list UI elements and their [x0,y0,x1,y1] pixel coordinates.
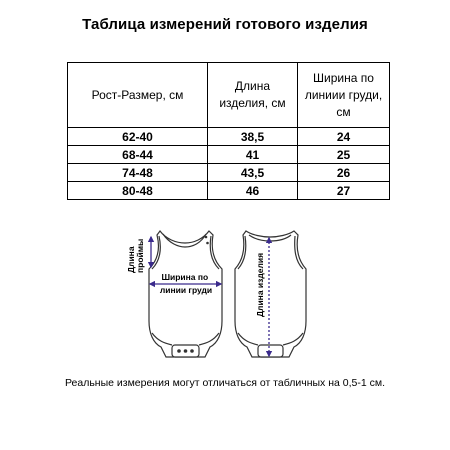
cell-chest-width: 26 [298,164,390,182]
table-row [68,146,390,164]
cell-length: 38,5 [208,128,298,146]
header-chest-width: Ширина по линиии груди, см [298,63,390,128]
size-table [67,62,390,200]
bodysuit-diagram-svg [0,225,450,370]
shoulder-snap [206,242,209,245]
snap-button [177,349,181,353]
armhole-label: Длина проймы [126,238,145,273]
bodysuit-back-view [235,231,306,357]
chest-width-label: Ширина по линии груди [159,272,213,295]
page-title: Таблица измерений готового изделия [82,16,368,33]
table-header-row [68,63,390,128]
cell-length: 46 [208,182,298,200]
cell-size: 80-48 [68,182,208,200]
cell-chest-width: 25 [298,146,390,164]
cell-chest-width: 27 [298,182,390,200]
cell-size: 68-44 [68,146,208,164]
cell-chest-width: 24 [298,128,390,146]
snap-button [190,349,194,353]
cell-size: 74-48 [68,164,208,182]
cell-length: 43,5 [208,164,298,182]
header-length: Длина изделия, см [208,63,298,128]
disclaimer-note: Реальные измерения могут отличаться от табличных на 0,5-1 см. [64,377,386,389]
measurement-diagram [0,225,450,370]
header-size: Рост-Размер, см [68,63,208,128]
back-crotch-flap [258,345,283,357]
length-label: Длина изделия [255,252,265,317]
shoulder-snap [205,236,208,239]
table-row [68,182,390,200]
cell-size: 62-40 [68,128,208,146]
table-row [68,164,390,182]
table-row [68,128,390,146]
cell-length: 41 [208,146,298,164]
snap-button [184,349,188,353]
